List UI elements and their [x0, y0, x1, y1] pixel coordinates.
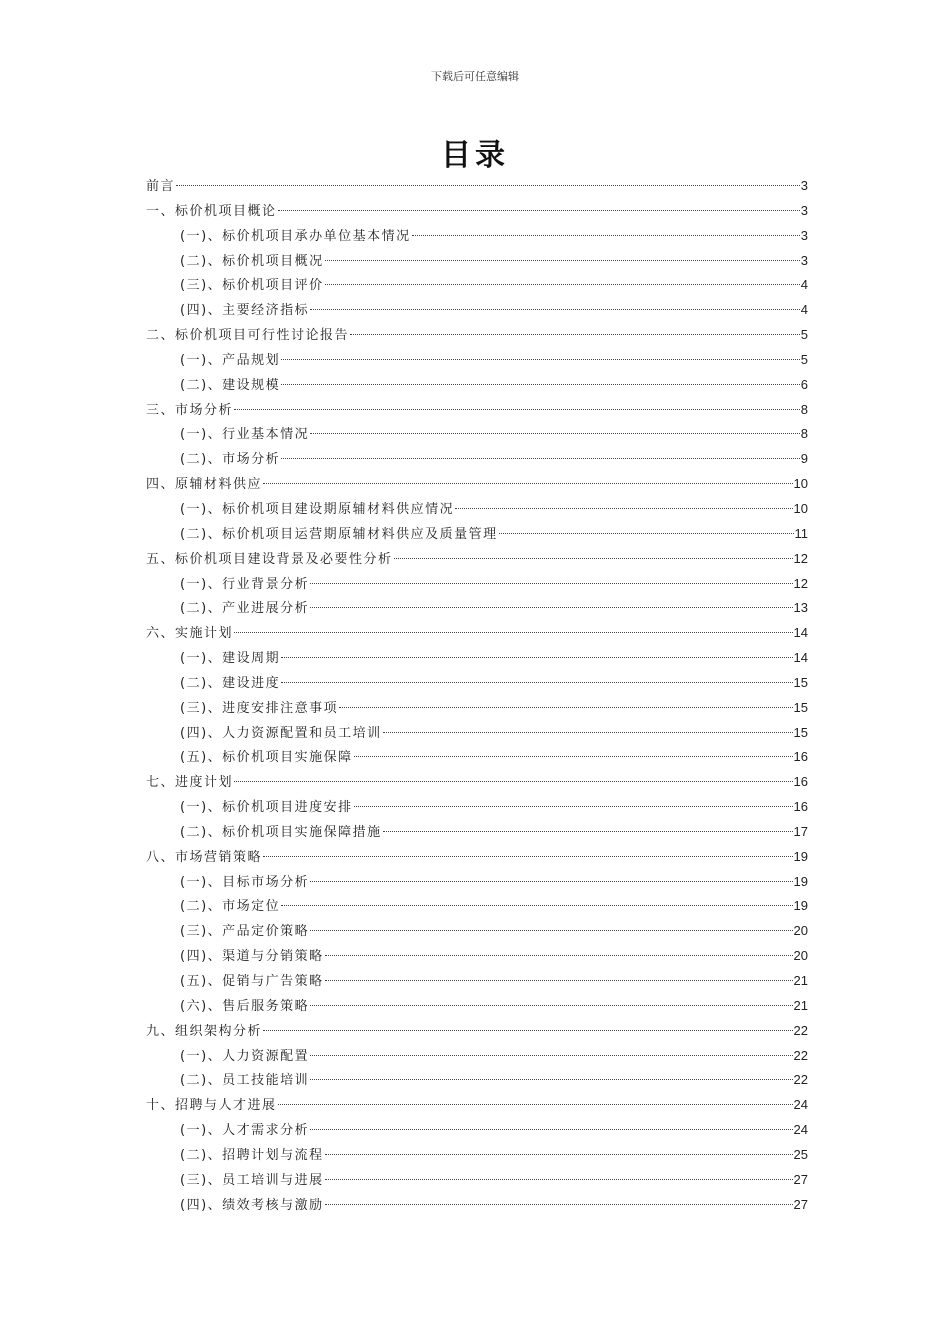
toc-subentry[interactable] [146, 273, 808, 298]
toc-page-number: 8 [800, 426, 808, 442]
toc-entry-label: 前言 [146, 179, 176, 194]
toc-entry[interactable] [146, 1093, 808, 1118]
toc-dot-leader [383, 831, 793, 832]
toc-subentry[interactable] [146, 447, 808, 472]
toc-dot-leader [354, 806, 793, 807]
toc-page-number: 22 [793, 1047, 808, 1063]
toc-dot-leader [325, 955, 793, 956]
toc-page-number: 4 [800, 277, 808, 293]
toc-subentry[interactable] [146, 994, 808, 1019]
toc-entry-label: (一)、标价机项目承办单位基本情况 [180, 228, 411, 244]
toc-subentry[interactable] [146, 522, 808, 547]
toc-dot-leader [310, 930, 792, 931]
toc-dot-leader [394, 558, 793, 559]
toc-dot-leader [278, 210, 800, 211]
toc-dot-leader [281, 682, 792, 683]
toc-dot-leader [234, 409, 800, 410]
toc-entry-label: (一)、人力资源配置 [180, 1048, 310, 1064]
toc-entry-label: (四)、渠道与分销策略 [180, 949, 324, 965]
toc-page-number: 22 [793, 1072, 808, 1088]
toc-dot-leader [325, 1204, 793, 1205]
toc-dot-leader [325, 1154, 793, 1155]
toc-subentry[interactable] [146, 1168, 808, 1193]
toc-subentry[interactable] [146, 572, 808, 597]
toc-subentry[interactable] [146, 249, 808, 274]
toc-entry[interactable] [146, 398, 808, 423]
toc-entry-label: (三)、产品定价策略 [180, 924, 310, 940]
toc-subentry[interactable] [146, 696, 808, 721]
toc-dot-leader [455, 508, 792, 509]
toc-page-number: 8 [800, 401, 808, 417]
toc-entry-label: (四)、主要经济指标 [180, 303, 310, 319]
toc-dot-leader [310, 1005, 792, 1006]
toc-page-number: 21 [793, 997, 808, 1013]
toc-dot-leader [310, 1055, 792, 1056]
toc-entry-label: 十、招聘与人才进展 [146, 1098, 277, 1114]
toc-entry-label: 四、原辅材料供应 [146, 477, 263, 493]
toc-entry-label: (三)、进度安排注意事项 [180, 700, 339, 716]
toc-subentry[interactable] [146, 497, 808, 522]
toc-entry[interactable] [146, 1019, 808, 1044]
toc-dot-leader [234, 781, 793, 782]
toc-dot-leader [499, 533, 794, 534]
toc-page-number: 13 [793, 600, 808, 616]
toc-dot-leader [310, 583, 792, 584]
toc-page-number: 11 [794, 525, 808, 541]
toc-subentry[interactable] [146, 919, 808, 944]
toc-page-number: 25 [793, 1146, 808, 1162]
toc-entry-label: (一)、人才需求分析 [180, 1123, 310, 1139]
toc-page-number: 3 [800, 252, 808, 268]
toc-page-number: 16 [793, 774, 808, 790]
toc-dot-leader [325, 260, 800, 261]
toc-page-number: 14 [793, 650, 808, 666]
toc-dot-leader [354, 756, 793, 757]
toc-entry-label: (六)、售后服务策略 [180, 998, 310, 1014]
toc-entry-label: (三)、员工培训与进展 [180, 1172, 324, 1188]
toc-dot-leader [310, 881, 792, 882]
toc-entry-label: (一)、建设周期 [180, 651, 281, 667]
toc-dot-leader [263, 483, 793, 484]
toc-page-number: 3 [800, 202, 808, 218]
toc-entry-label: 二、标价机项目可行性讨论报告 [146, 328, 350, 344]
toc-dot-leader [263, 1030, 793, 1031]
toc-entry-label: (二)、员工技能培训 [180, 1073, 310, 1089]
toc-entry-label: (一)、产品规划 [180, 352, 281, 368]
toc-dot-leader [325, 1179, 793, 1180]
toc-entry-label: (一)、行业基本情况 [180, 427, 310, 443]
toc-entry-label: (二)、市场分析 [180, 452, 281, 468]
toc-entry-label: 一、标价机项目概论 [146, 203, 277, 219]
page-title: 目录 [441, 138, 509, 173]
toc-subentry[interactable] [146, 596, 808, 621]
toc-dot-leader [281, 384, 800, 385]
header-note: 下载后可任意编辑 [431, 70, 519, 83]
toc-page-number: 5 [800, 351, 808, 367]
toc-subentry[interactable] [146, 745, 808, 770]
toc-entry-label: (二)、产业进展分析 [180, 601, 310, 617]
toc-entry-label: (三)、标价机项目评价 [180, 278, 324, 294]
toc-subentry[interactable] [146, 1044, 808, 1069]
toc-page-number: 12 [793, 575, 808, 591]
toc-dot-leader [263, 856, 793, 857]
table-of-contents [146, 174, 808, 1217]
toc-dot-leader [278, 1104, 793, 1105]
toc-subentry[interactable] [146, 820, 808, 845]
toc-entry-label: (五)、促销与广告策略 [180, 974, 324, 989]
toc-page-number: 24 [793, 1097, 808, 1113]
toc-entry-label: 七、进度计划 [146, 775, 234, 791]
toc-entry-label: (一)、标价机项目进度安排 [180, 800, 353, 816]
toc-subentry[interactable] [146, 894, 808, 919]
toc-dot-leader [325, 980, 793, 981]
toc-entry[interactable] [146, 199, 808, 224]
toc-subentry[interactable] [146, 969, 808, 994]
toc-page-number: 12 [793, 550, 808, 566]
toc-subentry[interactable] [146, 1193, 808, 1218]
toc-page-number: 19 [793, 898, 808, 914]
toc-dot-leader [325, 284, 800, 285]
toc-entry-label: (一)、目标市场分析 [180, 874, 310, 890]
toc-entry[interactable] [146, 621, 808, 646]
toc-entry[interactable] [146, 323, 808, 348]
toc-page-number: 16 [793, 749, 808, 765]
toc-subentry[interactable] [146, 224, 808, 249]
toc-page-number: 9 [800, 451, 808, 467]
toc-page-number: 22 [793, 1022, 808, 1038]
toc-dot-leader [339, 707, 792, 708]
toc-page-number: 10 [793, 476, 808, 492]
toc-dot-leader [310, 309, 800, 310]
toc-dot-leader [412, 235, 800, 236]
toc-subentry[interactable] [146, 870, 808, 895]
toc-page-number: 16 [793, 799, 808, 815]
toc-page-number: 21 [793, 973, 808, 988]
toc-dot-leader [310, 1079, 792, 1080]
toc-entry[interactable] [146, 547, 808, 572]
toc-page-number: 15 [793, 699, 808, 715]
toc-entry-label: 八、市场营销策略 [146, 849, 263, 865]
toc-dot-leader [310, 433, 800, 434]
toc-entry-label: (一)、行业背景分析 [180, 576, 310, 592]
toc-subentry[interactable] [146, 1118, 808, 1143]
toc-entry-label: (二)、标价机项目实施保障措施 [180, 824, 382, 840]
toc-subentry[interactable] [146, 944, 808, 969]
toc-page-number: 15 [793, 724, 808, 740]
toc-page-number: 5 [800, 327, 808, 343]
toc-page-number: 3 [800, 178, 808, 193]
toc-dot-leader [310, 1129, 792, 1130]
toc-entry-label: 九、组织架构分析 [146, 1023, 263, 1039]
toc-entry[interactable] [146, 770, 808, 795]
toc-entry-label: (四)、绩效考核与激励 [180, 1197, 324, 1213]
toc-dot-leader [350, 334, 800, 335]
toc-entry-label: (二)、建设进度 [180, 675, 281, 691]
toc-subentry[interactable] [146, 373, 808, 398]
toc-entry-label: (五)、标价机项目实施保障 [180, 750, 353, 766]
toc-entry-label: 六、实施计划 [146, 626, 234, 642]
toc-dot-leader [281, 458, 800, 459]
toc-page-number: 27 [793, 1171, 808, 1187]
toc-page-number: 10 [793, 500, 808, 516]
toc-page-number: 19 [793, 873, 808, 889]
toc-subentry[interactable] [146, 795, 808, 820]
toc-entry-label: (二)、市场定位 [180, 899, 281, 915]
toc-subentry[interactable] [146, 348, 808, 373]
toc-subentry[interactable] [146, 646, 808, 671]
toc-entry-label: (二)、标价机项目运营期原辅材料供应及质量管理 [180, 526, 498, 542]
toc-page-number: 20 [793, 948, 808, 964]
toc-page-number: 27 [793, 1196, 808, 1212]
toc-subentry[interactable] [146, 1068, 808, 1093]
toc-dot-leader [310, 607, 792, 608]
toc-page-number: 4 [800, 302, 808, 318]
toc-page-number: 14 [793, 625, 808, 641]
toc-page-number: 6 [800, 376, 808, 392]
toc-entry-label: (二)、招聘计划与流程 [180, 1147, 324, 1163]
toc-entry[interactable] [146, 472, 808, 497]
toc-page-number: 19 [793, 848, 808, 864]
toc-subentry[interactable] [146, 422, 808, 447]
toc-page-number: 20 [793, 923, 808, 939]
toc-subentry[interactable] [146, 721, 808, 746]
toc-dot-leader [234, 632, 793, 633]
toc-entry-label: 五、标价机项目建设背景及必要性分析 [146, 551, 393, 567]
toc-entry-label: (一)、标价机项目建设期原辅材料供应情况 [180, 501, 455, 517]
toc-entry[interactable] [146, 845, 808, 870]
toc-dot-leader [281, 905, 792, 906]
toc-page-number: 15 [793, 674, 808, 690]
toc-subentry[interactable] [146, 298, 808, 323]
toc-page-number: 24 [793, 1122, 808, 1138]
toc-dot-leader [383, 732, 793, 733]
toc-dot-leader [281, 657, 792, 658]
toc-dot-leader [176, 185, 800, 186]
toc-subentry[interactable] [146, 671, 808, 696]
toc-entry[interactable] [146, 174, 808, 199]
toc-subentry[interactable] [146, 1143, 808, 1168]
toc-entry-label: (二)、标价机项目概况 [180, 253, 324, 269]
toc-entry-label: (二)、建设规模 [180, 377, 281, 393]
toc-page-number: 3 [800, 227, 808, 243]
toc-dot-leader [281, 359, 800, 360]
toc-entry-label: (四)、人力资源配置和员工培训 [180, 725, 382, 741]
toc-page-number: 17 [793, 823, 808, 839]
toc-entry-label: 三、市场分析 [146, 402, 234, 418]
